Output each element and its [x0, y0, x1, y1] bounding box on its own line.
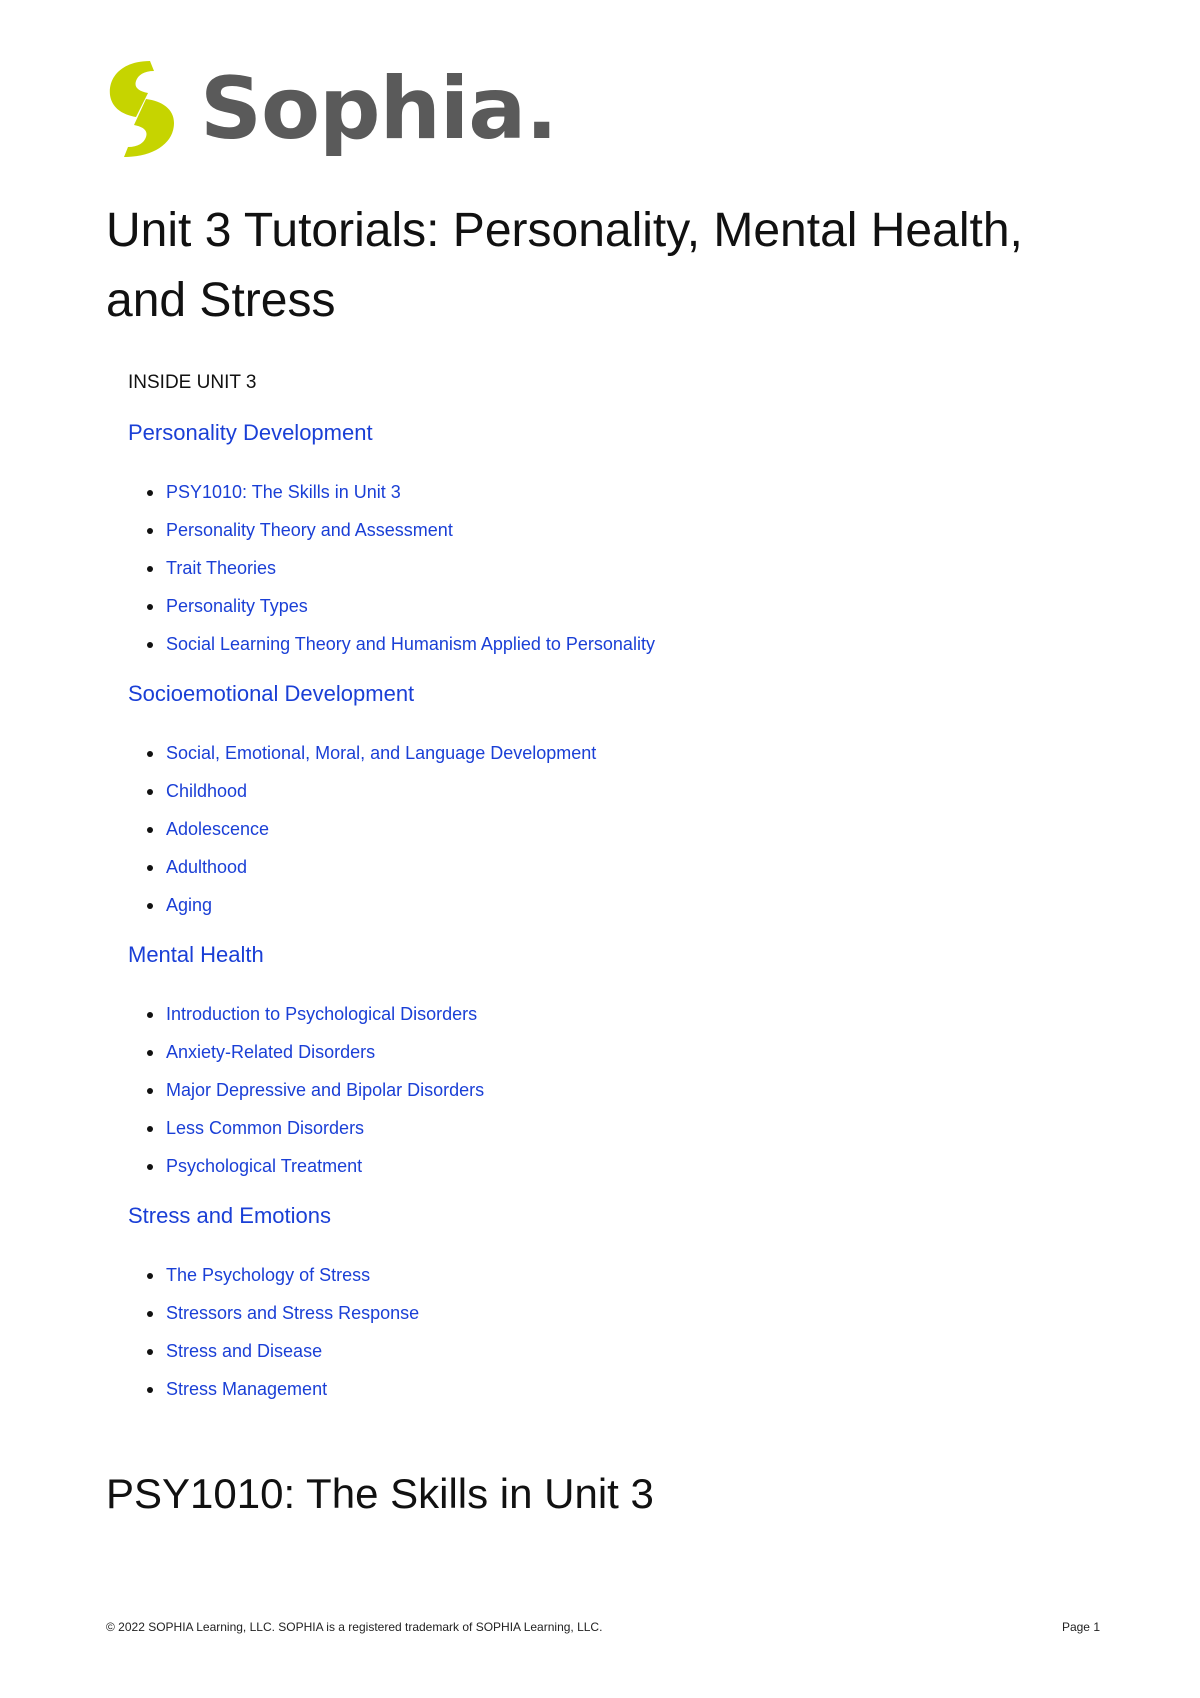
list-item[interactable]: Personality Theory and Assessment — [128, 511, 655, 549]
list-item[interactable]: Major Depressive and Bipolar Disorders — [128, 1071, 484, 1109]
list-item[interactable]: Stressors and Stress Response — [128, 1294, 419, 1332]
list-item[interactable]: Stress Management — [128, 1370, 419, 1408]
list-item[interactable]: Adulthood — [128, 848, 596, 886]
list-item[interactable]: Less Common Disorders — [128, 1109, 484, 1147]
section-list-socioemotional — [128, 734, 596, 924]
list-item[interactable]: Personality Types — [128, 587, 655, 625]
list-item[interactable]: Anxiety-Related Disorders — [128, 1033, 484, 1071]
section-heading-socioemotional[interactable]: Socioemotional Development — [128, 681, 415, 706]
page-number: Page 1 — [1061, 1620, 1100, 1634]
list-item[interactable]: The Psychology of Stress — [128, 1256, 419, 1294]
section-list-personality — [128, 473, 655, 663]
list-item[interactable]: Psychological Treatment — [128, 1147, 484, 1185]
section-heading-stress[interactable]: Stress and Emotions — [128, 1203, 331, 1228]
section-heading-mental-health[interactable]: Mental Health — [128, 942, 264, 967]
section-title: PSY1010: The Skills in Unit 3 — [106, 1470, 654, 1517]
list-item[interactable]: Social, Emotional, Moral, and Language Development — [128, 734, 596, 772]
list-item[interactable]: Stress and Disease — [128, 1332, 419, 1370]
sophia-logo-mark-icon — [102, 59, 182, 159]
inside-unit-label: INSIDE UNIT 3 — [128, 372, 257, 393]
list-item[interactable]: Introduction to Psychological Disorders — [128, 995, 484, 1033]
section-heading-personality[interactable]: Personality Development — [128, 420, 373, 445]
section-list-stress — [128, 1256, 419, 1408]
list-item[interactable]: Childhood — [128, 772, 596, 810]
list-item[interactable]: Aging — [128, 886, 596, 924]
list-item[interactable]: Trait Theories — [128, 549, 655, 587]
list-item[interactable]: Social Learning Theory and Humanism Applied to Personality — [128, 625, 655, 663]
sophia-logo — [102, 54, 557, 164]
section-list-mental-health — [128, 995, 484, 1185]
list-item[interactable]: PSY1010: The Skills in Unit 3 — [128, 473, 655, 511]
list-item[interactable]: Adolescence — [128, 810, 596, 848]
sophia-wordmark: Sophia. — [200, 59, 557, 159]
page-footer — [106, 1620, 1100, 1634]
copyright-text: © 2022 SOPHIA Learning, LLC. SOPHIA is a registered trademark of SOPHIA Learning, LLC. — [106, 1620, 603, 1634]
document-title: Unit 3 Tutorials: Personality, Mental Health, and Stress — [106, 204, 1023, 327]
